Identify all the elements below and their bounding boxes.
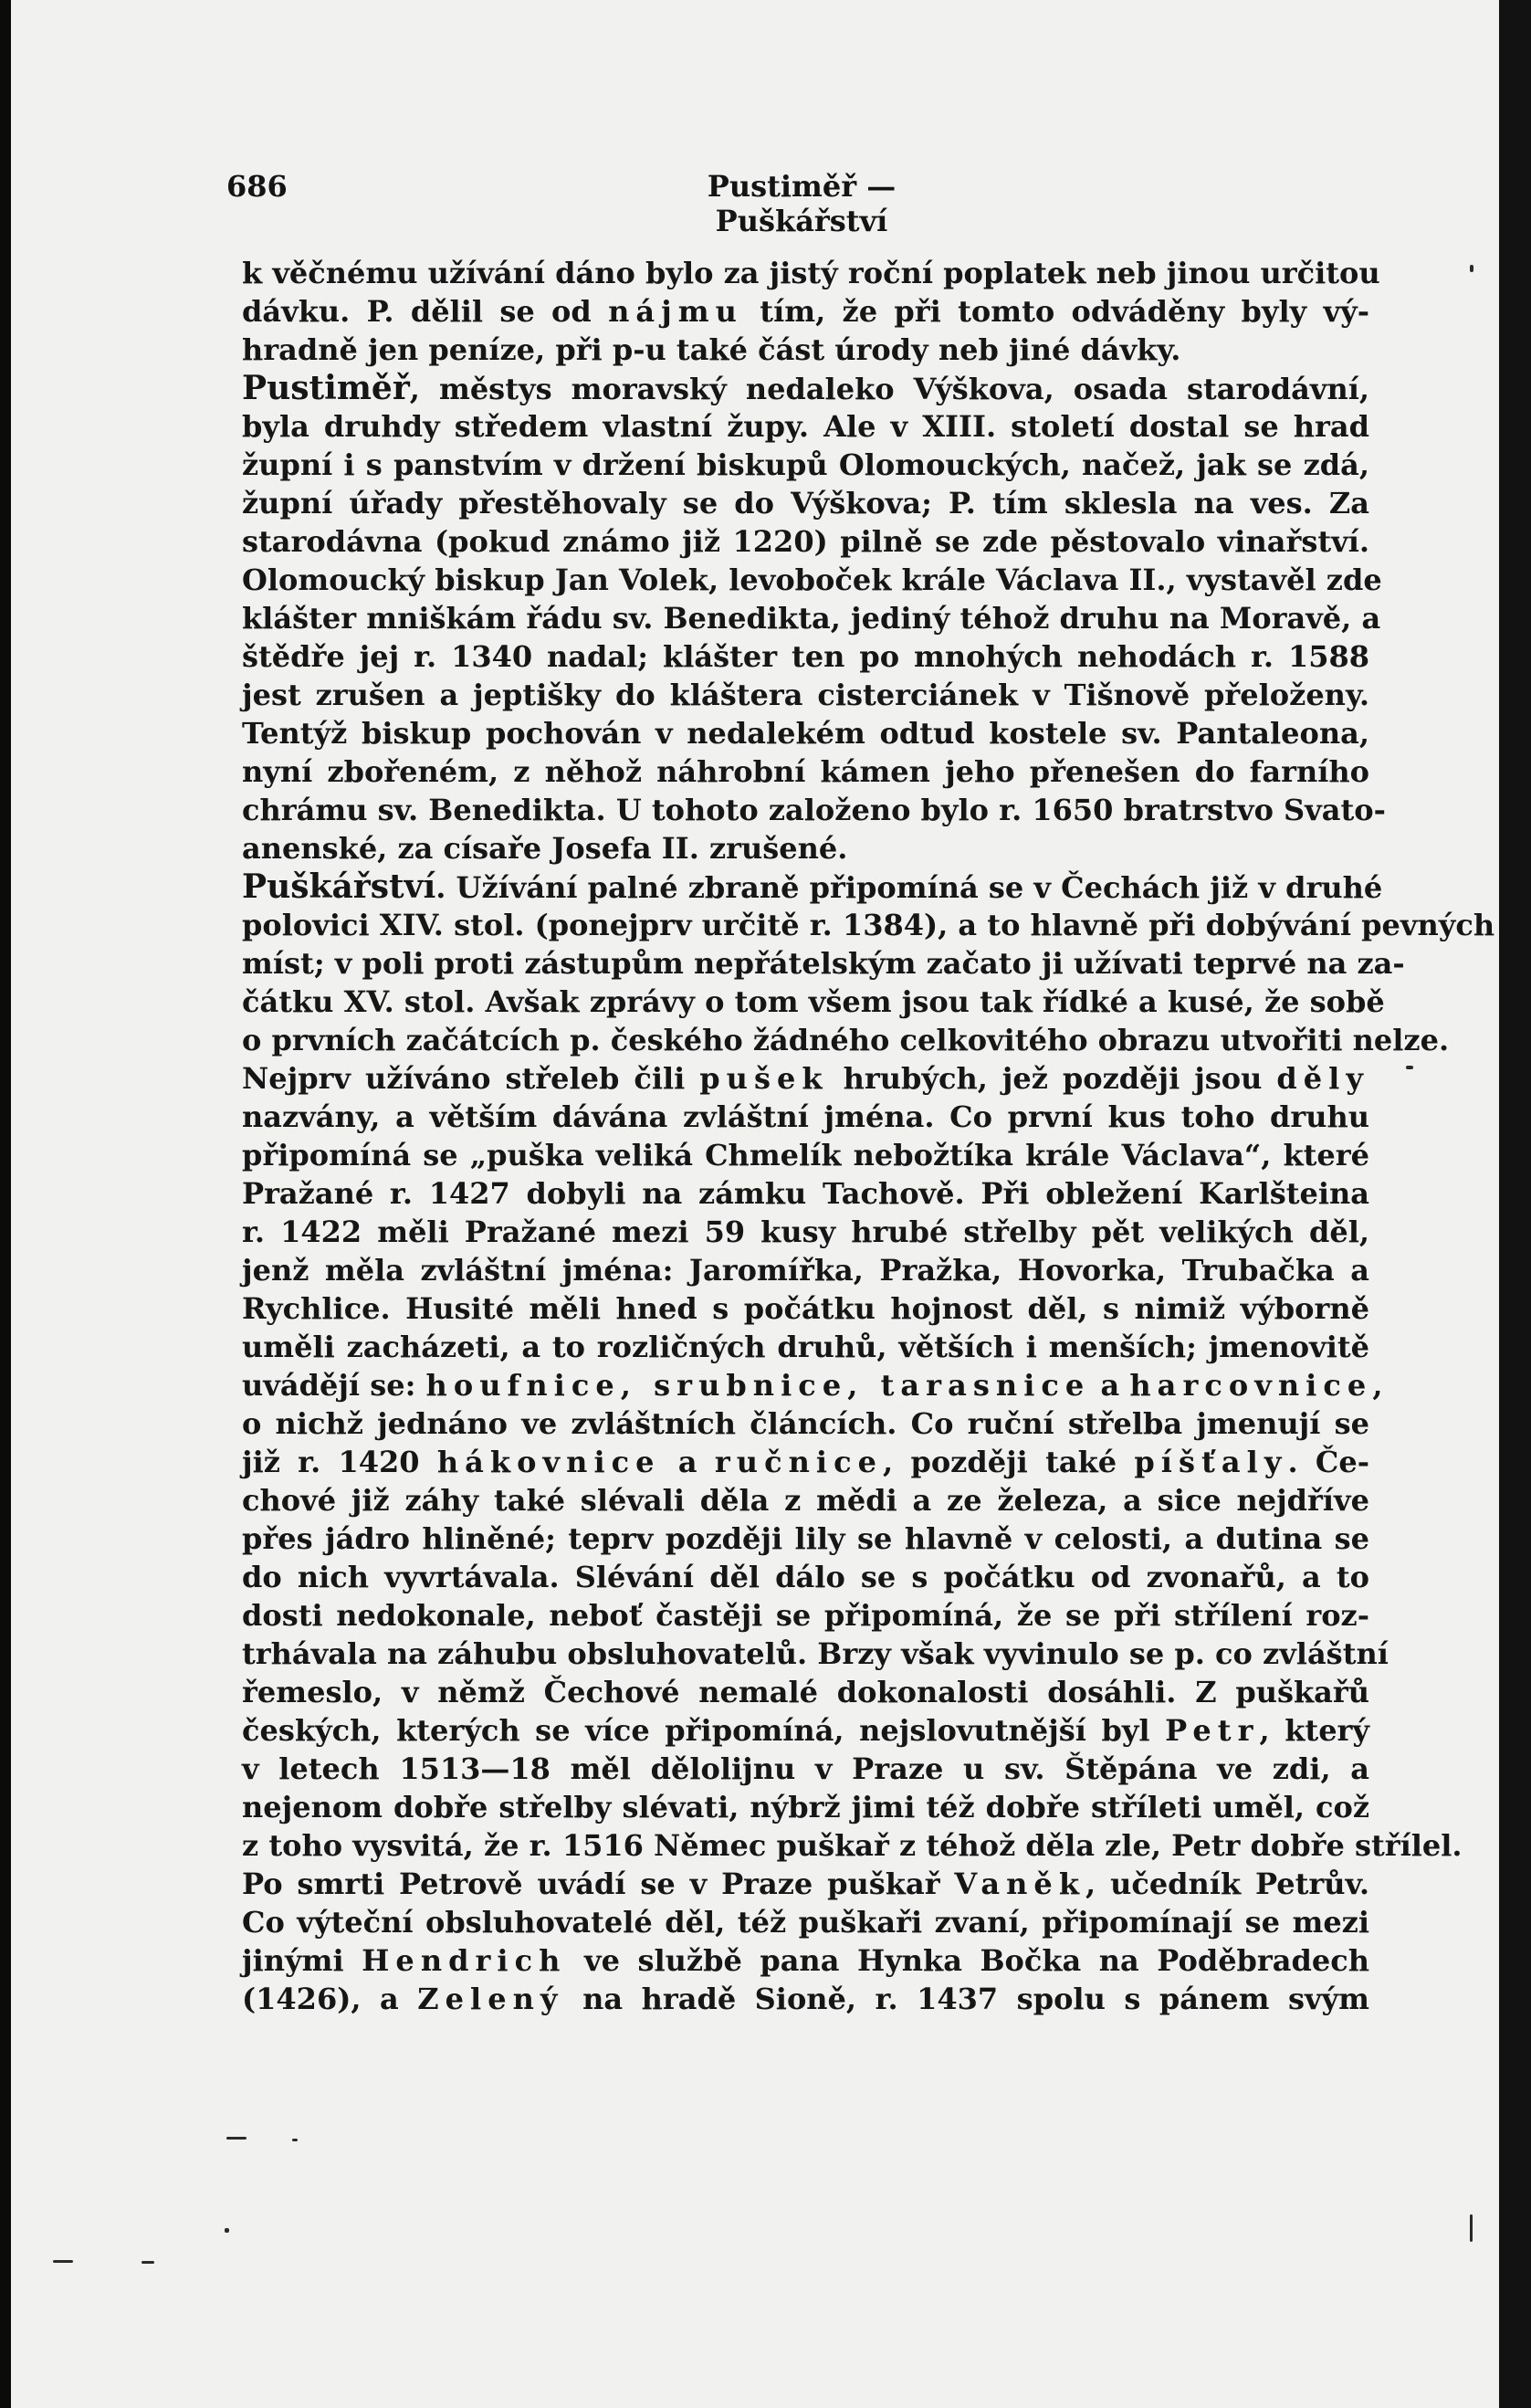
text-line bbox=[242, 1558, 1369, 1596]
scan-speck bbox=[142, 2261, 154, 2264]
spaced-term: ručnice bbox=[714, 1445, 884, 1479]
text-line bbox=[242, 1788, 1369, 1826]
text-run: uměli zacházeti, a to rozličných druhů, větších i menších; jmenovitě bbox=[242, 1330, 1369, 1364]
text-run: klášter mniškám řádu sv. Benedikta, jediný téhož druhu na Moravě, a bbox=[242, 601, 1381, 636]
text-run: Olomoucký biskup Jan Volek, levoboček krále Václava II., vystavěl zde bbox=[242, 563, 1382, 597]
text-line bbox=[242, 1174, 1369, 1213]
text-line bbox=[242, 1865, 1369, 1903]
text-line bbox=[242, 676, 1369, 714]
entry-headword: Pustiměř bbox=[242, 369, 410, 407]
text-run: českých, kterých se více připomíná, nejslovutnější byl bbox=[242, 1713, 1166, 1748]
text-run: (1426), a bbox=[242, 1982, 418, 2016]
spaced-term: pušek bbox=[699, 1061, 829, 1096]
text-run: přes jádro hliněné; teprv později lily se hlavně v celosti, a dutina se bbox=[242, 1521, 1369, 1556]
text-run: dosti nedokonale, neboť častěji se připomíná, že se při střílení roz- bbox=[242, 1598, 1369, 1633]
spaced-term: děly bbox=[1276, 1061, 1370, 1096]
scan-speck bbox=[53, 2260, 73, 2263]
scan-speck bbox=[1406, 1066, 1413, 1069]
text-run: štědře jej r. 1340 nadal; klášter ten po mnohých nehodách r. 1588 bbox=[242, 639, 1369, 674]
text-line bbox=[242, 983, 1385, 1021]
text-line bbox=[242, 407, 1369, 446]
text-line bbox=[242, 561, 1382, 599]
text-run: Tentýž biskup pochován v nedalekém odtud kostele sv. Pantaleona, bbox=[242, 716, 1369, 751]
scan-speck bbox=[1470, 2214, 1473, 2242]
text-line bbox=[242, 944, 1405, 983]
text-run: na hradě Sioně, r. 1437 spolu s pánem svým bbox=[563, 1982, 1370, 2016]
text-run: Nejprv užíváno střeleb čili bbox=[242, 1061, 700, 1096]
running-title: Pustiměř — Puškářství bbox=[707, 169, 897, 238]
text-line bbox=[242, 446, 1369, 484]
text-run: do nich vyvrtávala. Slévání děl dálo se s počátku od zvonařů, a to bbox=[242, 1560, 1369, 1594]
text-run: . Če- bbox=[1287, 1445, 1370, 1479]
text-run: o prvních začátcích p. českého žádného celkovitého obrazu utvořiti nelze. bbox=[242, 1023, 1450, 1057]
text-line bbox=[242, 331, 1369, 369]
text-run: uvádějí se: bbox=[242, 1368, 426, 1403]
spaced-term: Petr bbox=[1165, 1713, 1260, 1748]
text-run: připomíná se „puška veliká Chmelík nebožtíka krále Václava“, které bbox=[242, 1138, 1369, 1172]
text-line bbox=[242, 1251, 1369, 1289]
text-run: župní i s panstvím v držení biskupů Olomouckých, načež, jak se zdá, bbox=[242, 447, 1369, 482]
text-line bbox=[242, 714, 1369, 752]
text-line bbox=[242, 1404, 1369, 1443]
text-line bbox=[242, 1443, 1369, 1481]
text-line bbox=[242, 906, 1495, 944]
scan-speck bbox=[225, 2228, 229, 2233]
text-run: dávku. P. dělil se od bbox=[242, 294, 609, 329]
text-run: chové již záhy také slévali děla z mědi a ze železa, a sice nejdříve bbox=[242, 1483, 1369, 1518]
text-line bbox=[242, 599, 1381, 637]
text-run: v letech 1513—18 měl dělolijnu v Praze u sv. Štěpána ve zdi, a bbox=[242, 1751, 1369, 1786]
text-run: čátku XV. stol. Avšak zprávy o tom všem jsou tak řídké a kusé, že sobě bbox=[242, 984, 1385, 1019]
text-line bbox=[242, 522, 1369, 561]
text-line bbox=[242, 791, 1386, 829]
text-run: ve službě pana Hynka Bočka na Poděbradech bbox=[566, 1943, 1370, 1978]
text-run: , městys moravský nedaleko Výškova, osada starodávní, bbox=[409, 372, 1369, 406]
scan-speck bbox=[1470, 265, 1473, 272]
text-run: anenské, za císaře Josefa II. zrušené. bbox=[242, 831, 848, 866]
text-run: chrámu sv. Benedikta. U tohoto založeno bylo r. 1650 bratrstvo Svato- bbox=[242, 793, 1386, 827]
text-line bbox=[242, 1021, 1450, 1059]
scan-speck bbox=[292, 2139, 298, 2141]
text-run: , který bbox=[1259, 1713, 1370, 1748]
text-line bbox=[242, 829, 1369, 868]
text-line bbox=[242, 1711, 1369, 1750]
text-run: Po smrti Petrově uvádí se v Praze puškař bbox=[242, 1866, 955, 1901]
text-run: , později také bbox=[883, 1445, 1135, 1479]
text-line bbox=[242, 292, 1369, 331]
text-line bbox=[242, 1519, 1369, 1558]
text-line bbox=[242, 1328, 1369, 1366]
text-line bbox=[242, 1136, 1369, 1174]
text-run: polovici XIV. stol. (ponejprv určitě r. 1384), a to hlavně při dobývání pevných bbox=[242, 908, 1495, 942]
entry-headword: Puškářství bbox=[242, 868, 436, 906]
text-run: tím, že při tomto odváděny byly vý- bbox=[742, 294, 1370, 329]
text-line bbox=[242, 1481, 1369, 1519]
spaced-term: Vaněk bbox=[954, 1866, 1086, 1901]
text-line bbox=[242, 1596, 1369, 1635]
text-run: župní úřady přestěhovaly se do Výškova; P. tím sklesla na ves. Za bbox=[242, 486, 1369, 521]
text-run: již r. 1420 bbox=[242, 1445, 437, 1479]
text-run: o nichž jednáno ve zvláštních článcích. Co ruční střelba jmenují se bbox=[242, 1406, 1369, 1441]
text-line bbox=[242, 868, 1383, 906]
text-line bbox=[242, 752, 1369, 791]
scan-speck bbox=[226, 2137, 246, 2140]
text-line bbox=[242, 1826, 1463, 1865]
spaced-term: nájmu bbox=[608, 294, 743, 329]
text-line bbox=[242, 1059, 1369, 1098]
text-run: jenž měla zvláštní jména: Jaromířka, Pražka, Hovorka, Trubačka a bbox=[242, 1253, 1369, 1288]
text-line bbox=[242, 1750, 1369, 1788]
text-run: jest zrušen a jeptišky do kláštera cisterciánek v Tišnově přeloženy. bbox=[242, 678, 1369, 712]
text-line bbox=[242, 1289, 1369, 1328]
text-run: nyní zbořeném, z něhož náhrobní kámen jeho přenešen do farního bbox=[242, 754, 1369, 789]
text-run: . Užívání palné zbraně připomíná se v Čechách již v druhé bbox=[435, 870, 1383, 905]
text-run: nazvány, a větším dávána zvláštní jména. Co první kus toho druhu bbox=[242, 1099, 1369, 1134]
text-run: Rychlice. Husité měli hned s počátku hojnost děl, s nimiž výborně bbox=[242, 1291, 1369, 1326]
text-line bbox=[242, 1366, 1383, 1404]
text-line bbox=[242, 1098, 1369, 1136]
scan-edge bbox=[1499, 0, 1531, 2408]
text-line bbox=[242, 1941, 1369, 1980]
text-line bbox=[242, 1903, 1369, 1941]
spaced-term: Zelený bbox=[417, 1982, 564, 2016]
text-run: hrubých, jež později jsou bbox=[828, 1061, 1277, 1096]
spaced-term: Hendrich bbox=[362, 1943, 567, 1978]
text-run: , učedník Petrův. bbox=[1085, 1866, 1369, 1901]
text-run: Pražané r. 1427 dobyli na zámku Tachově. Při obležení Karlšteina bbox=[242, 1176, 1369, 1211]
text-run: starodávna (pokud známo již 1220) pilně se zde pěstovalo vinařství. bbox=[242, 524, 1369, 559]
text-run: nejenom dobře střelby slévati, nýbrž jimi též dobře stříleti uměl, což bbox=[242, 1790, 1369, 1824]
text-line bbox=[242, 637, 1369, 676]
text-run: a bbox=[1090, 1368, 1130, 1403]
body-text bbox=[242, 254, 1495, 2018]
text-run: r. 1422 měli Pražané mezi 59 kusy hrubé střelby pět velikých děl, bbox=[242, 1215, 1369, 1249]
text-run: k věčnému užívání dáno bylo za jistý roční poplatek neb jinou určitou bbox=[242, 256, 1380, 290]
text-line bbox=[242, 484, 1369, 522]
text-run: míst; v poli proti zástupům nepřátelským začato ji užívati teprvé na za- bbox=[242, 946, 1405, 981]
text-run: byla druhdy středem vlastní župy. Ale v XIII. století dostal se hrad bbox=[242, 409, 1369, 444]
text-run: jinými bbox=[242, 1943, 362, 1978]
spaced-term: hákovnice bbox=[436, 1445, 661, 1479]
spaced-term: houfnice, srubnice, tarasnice bbox=[425, 1368, 1091, 1403]
text-line bbox=[242, 254, 1380, 292]
text-line bbox=[242, 369, 1369, 407]
text-run: , bbox=[1372, 1368, 1383, 1403]
spaced-term: píšťaly bbox=[1134, 1445, 1288, 1479]
text-line bbox=[242, 1673, 1369, 1711]
text-run: a bbox=[660, 1445, 715, 1479]
text-run: z toho vysvitá, že r. 1516 Němec puškař z téhož děla zle, Petr dobře střílel. bbox=[242, 1828, 1463, 1863]
text-run: řemeslo, v němž Čechové nemalé dokonalosti dosáhli. Z puškařů bbox=[242, 1675, 1369, 1709]
page-header bbox=[226, 169, 1369, 238]
text-run: Co výteční obsluhovatelé děl, též puškaři zvaní, připomínají se mezi bbox=[242, 1905, 1369, 1940]
text-line bbox=[242, 1213, 1369, 1251]
page-number: 686 bbox=[226, 169, 288, 204]
spaced-term: harcovnice bbox=[1129, 1368, 1373, 1403]
text-run: trhávala na záhubu obsluhovatelů. Brzy však vyvinulo se p. co zvláštní bbox=[242, 1636, 1389, 1671]
text-run: hradně jen peníze, při p-u také část úrody neb jiné dávky. bbox=[242, 332, 1181, 367]
text-line bbox=[242, 1635, 1389, 1673]
text-line bbox=[242, 1980, 1369, 2018]
